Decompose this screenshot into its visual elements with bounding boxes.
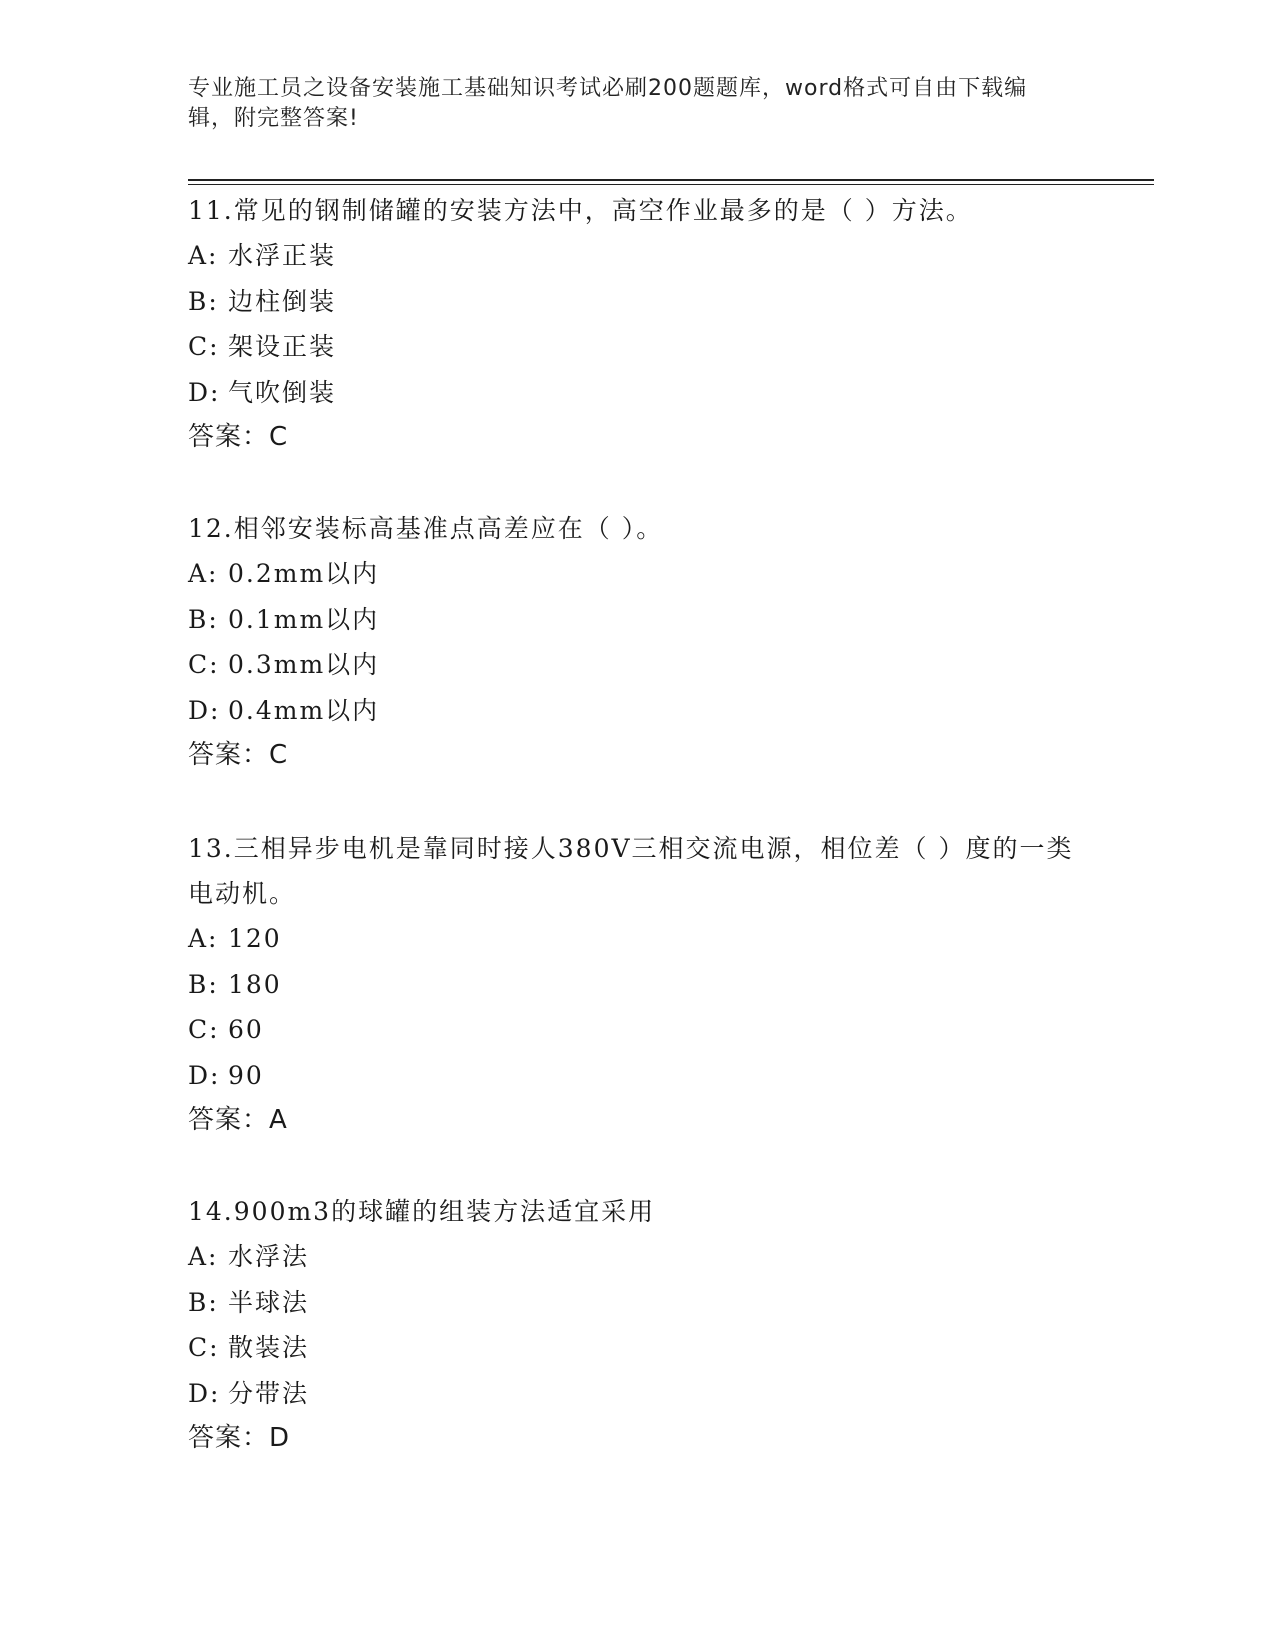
option-text: 散装法 <box>228 1333 310 1362</box>
option-b <box>188 962 1088 1008</box>
option-letter: D: <box>188 1378 221 1408</box>
question-text: 11.常见的钢制储罐的安装方法中，高空作业最多的是（ ）方法。 <box>188 196 973 225</box>
question-text: 12.相邻安装标高基准点高差应在（ ）。 <box>188 514 664 543</box>
question-text: 14.900m3的球罐的组装方法适宜采用 <box>188 1197 656 1226</box>
option-a <box>188 551 1088 597</box>
option-text: 0.1mm以内 <box>228 604 380 634</box>
option-text: 水浮正装 <box>228 241 337 270</box>
header-divider-bottom <box>188 184 1154 185</box>
option-text: 水浮法 <box>228 1242 310 1271</box>
option-c <box>188 642 1088 688</box>
option-b <box>188 1280 1088 1326</box>
option-letter: B: <box>188 969 219 999</box>
option-letter: A: <box>188 241 219 270</box>
option-letter: D: <box>188 1060 221 1090</box>
option-letter: A: <box>188 559 219 588</box>
answer-line: 答案：C <box>188 740 289 770</box>
option-d <box>188 370 1088 416</box>
option-letter: A: <box>188 924 219 953</box>
answer-line: 答案：C <box>188 422 289 452</box>
option-letter: A: <box>188 1242 219 1271</box>
question-12 <box>188 506 1088 778</box>
question-text: 13.三相异步电机是靠同时接人380V三相交流电源，相位差（ ）度的一类电动机。 <box>188 834 1074 908</box>
option-c <box>188 324 1088 370</box>
option-a <box>188 233 1088 279</box>
option-c <box>188 1007 1088 1053</box>
option-letter: B: <box>188 604 219 634</box>
header-divider-top <box>188 179 1154 181</box>
option-text: 180 <box>228 969 282 999</box>
option-text: 0.4mm以内 <box>228 695 380 725</box>
option-c <box>188 1325 1088 1371</box>
option-d <box>188 1053 1088 1099</box>
option-d <box>188 1371 1088 1417</box>
option-text: 0.2mm以内 <box>228 559 380 588</box>
option-text: 120 <box>228 924 282 953</box>
question-13 <box>188 826 1088 1143</box>
option-text: 边柱倒装 <box>228 286 337 316</box>
option-text: 气吹倒装 <box>228 377 337 407</box>
option-d <box>188 688 1088 734</box>
option-letter: C: <box>188 1015 220 1044</box>
option-letter: C: <box>188 1333 220 1362</box>
option-letter: B: <box>188 1287 219 1317</box>
option-b <box>188 279 1088 325</box>
option-text: 架设正装 <box>228 332 337 361</box>
answer-line: 答案：D <box>188 1423 291 1453</box>
option-a <box>188 1234 1088 1280</box>
option-text: 60 <box>228 1015 264 1044</box>
option-a <box>188 916 1088 962</box>
option-letter: C: <box>188 650 220 679</box>
option-letter: D: <box>188 377 221 407</box>
option-b <box>188 597 1088 643</box>
document-title: 专业施工员之设备安装施工基础知识考试必刷200题题库，word格式可自由下载编辑，附完整答案! <box>188 76 1028 131</box>
option-text: 分带法 <box>228 1378 310 1408</box>
question-11 <box>188 188 1088 460</box>
option-text: 半球法 <box>228 1287 310 1317</box>
option-text: 90 <box>228 1060 264 1090</box>
answer-line: 答案：A <box>188 1105 288 1135</box>
option-letter: D: <box>188 695 221 725</box>
option-letter: B: <box>188 286 219 316</box>
option-text: 0.3mm以内 <box>228 650 380 679</box>
question-14 <box>188 1189 1088 1461</box>
option-letter: C: <box>188 332 220 361</box>
